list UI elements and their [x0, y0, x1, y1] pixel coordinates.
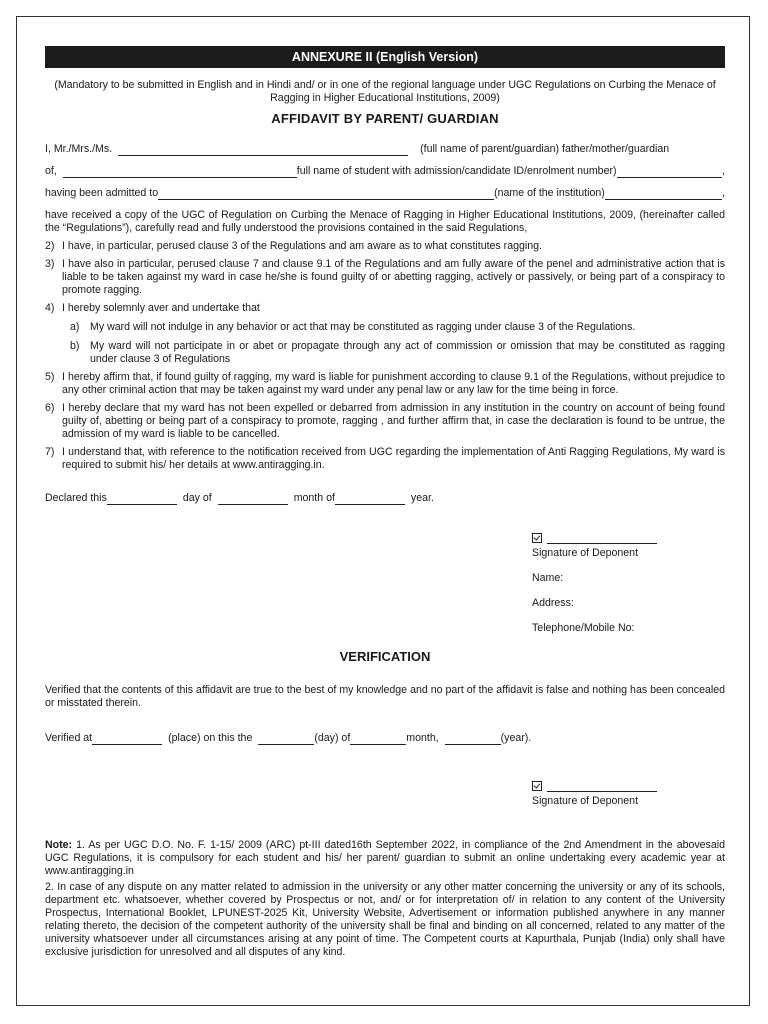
subclause-text: My ward will not participate in or abet or propagate through any act of commission or omission that may be constituted as ragging under clause 3 of Regulations [90, 340, 725, 365]
verified-place-field[interactable] [92, 734, 162, 745]
intro-paragraph: have received a copy of the UGC of Regulation on Curbing the Menace of Ragging in Higher Educational Institutions, 2009, (hereinafter called the “Regulations”), carefully read and fully understood the provisions contained in the said Regulations, [45, 209, 725, 234]
deponent-name-label: Name: [532, 572, 564, 584]
signature-label: Signature of Deponent [532, 795, 639, 807]
declared-day-field[interactable] [107, 494, 177, 505]
checkbox-icon [532, 533, 542, 543]
declared-month-label: month of [293, 492, 335, 504]
signature-field[interactable] [547, 782, 657, 792]
clause-list [45, 240, 725, 472]
student-name-middle: full name of student with admission/candidate ID/enrolment number) [296, 165, 617, 177]
clause-text: I understand that, with reference to the notification received from UGC regarding the implementation of Anti Ragging Regulations, My ward is required to submit his/ her details at www.antiragging.in. [62, 446, 725, 471]
subclause-letter: b) [70, 340, 80, 352]
note-text-1: 1. As per UGC D.O. No. F. 1-15/ 2009 (ARC) pt-III dated16th September 2022, in compliance of the 2nd Amendment in the abovesaid UGC Regulations, it is compulsory for each student and his/ her parent/ guardian to submit an online undertaking every academic year at www.antiragging.in [45, 839, 725, 877]
institution-field[interactable] [158, 189, 494, 200]
declared-year-label: year. [410, 492, 434, 504]
verified-day-label: (day) of [314, 732, 351, 744]
institution-prefix: having been admitted to [45, 187, 159, 199]
student-id-field[interactable] [617, 167, 723, 178]
verification-signature-block [532, 781, 722, 808]
institution-suffix: , [722, 187, 725, 199]
clause-number: 5) [45, 371, 55, 383]
parent-name-suffix: (full name of parent/guardian) father/mother/guardian [420, 143, 670, 155]
checkbox-icon [532, 781, 542, 791]
annexure-banner: ANNEXURE II (English Version) [45, 46, 725, 68]
declared-day-label: day of [182, 492, 212, 504]
student-name-line [45, 165, 725, 178]
clause-number: 7) [45, 446, 55, 458]
clause-text: I hereby declare that my ward has not been expelled or debarred from admission in any institution in the country on account of being found guilty of, abetting or being part of a conspiracy to promote, ragging , and further affirm that, in case the declaration is found to be untrue, the admission of my ward is liable to be cancelled. [62, 402, 725, 440]
student-name-field[interactable] [63, 167, 297, 178]
student-name-suffix: , [722, 165, 725, 177]
subclause-letter: a) [70, 321, 80, 333]
subclause-item [45, 321, 725, 334]
declared-month-field[interactable] [218, 494, 288, 505]
clause-item [45, 240, 725, 253]
declared-year-field[interactable] [335, 494, 405, 505]
parent-name-line [45, 143, 725, 156]
clause-item [45, 402, 725, 441]
verified-month-label: month, [406, 732, 439, 744]
clause-number: 6) [45, 402, 55, 414]
subclause-item [45, 340, 725, 366]
verification-date-line [45, 732, 725, 745]
verification-text: Verified that the contents of this affidavit are true to the best of my knowledge and no part of the affidavit is false and nothing has been concealed or misstated therein. [45, 684, 725, 709]
signature-line[interactable] [532, 533, 722, 544]
verified-year-field[interactable] [445, 734, 501, 745]
verified-place-label: (place) on this the [168, 732, 253, 744]
clause-text: I have also in particular, perused clause 7 and clause 9.1 of the Regulations and am fully aware of the penel and administrative action that is liable to be taken against my ward in case he/she is found guilty of or abetting ragging, actively or passively, or being part of a conspiracy to promote ragging. [62, 258, 725, 296]
clause-item [45, 446, 725, 472]
affidavit-document [45, 46, 725, 959]
note-paragraph-2: 2. In case of any dispute on any matter related to admission in the university or any other matter concerning the university or any of its schools, department etc. whatsoever, whether covered by Prospectus or not, and/ or for interpretation of/ in relation to any content of the University Prospectus, International Booklet, LPUNEST-2025 Kit, University Website, Advertisement or information published anywhere in any manner relating thereto, the decision of the competent authority of the university shall be final and binding on all concerned, related to any matter of the university whatsoever under all circumstances arising at any point of time. The Competent courts at Kapurthala, Punjab (India) only shall have exclusive jurisdiction for unresolved and all disputes of any kind. [45, 881, 725, 958]
signature-line[interactable] [532, 781, 722, 792]
deponent-phone-label: Telephone/Mobile No: [532, 622, 635, 634]
mandatory-note: (Mandatory to be submitted in English and in Hindi and/ or in one of the regional language under UGC Regulations on Curbing the Menace of Ragging in Higher Educational Institutions, 2009) [54, 79, 716, 104]
parent-name-field[interactable] [118, 145, 408, 156]
verification-title: VERIFICATION [339, 649, 431, 664]
verified-month-field[interactable] [350, 734, 406, 745]
affidavit-title: AFFIDAVIT BY PARENT/ GUARDIAN [271, 111, 499, 126]
clause-text: I hereby solemnly aver and undertake that [62, 302, 260, 314]
clause-number: 4) [45, 302, 55, 314]
institution-line [45, 187, 725, 200]
clause-item [45, 371, 725, 397]
verified-day-field[interactable] [258, 734, 314, 745]
declared-prefix: Declared this [45, 492, 107, 504]
clause-item [45, 258, 725, 297]
verified-prefix: Verified at [45, 732, 93, 744]
verified-year-label: (year). [500, 732, 532, 744]
clause-text: I hereby affirm that, if found guilty of ragging, my ward is liable for punishment according to clause 9.1 of the Regulations, without prejudice to any other criminal action that may be taken against my ward under any penal law or any law for the time being in force. [62, 371, 725, 396]
deponent-signature-block [532, 533, 722, 635]
parent-name-prefix: I, Mr./Mrs./Ms. [45, 143, 113, 155]
subclause-text: My ward will not indulge in any behavior or act that may be constituted as ragging under clause 3 of the Regulations. [90, 321, 636, 333]
signature-label: Signature of Deponent [532, 547, 639, 559]
clause-number: 2) [45, 240, 55, 252]
declaration-date-line [45, 492, 725, 505]
note-label: Note: [45, 839, 73, 851]
clause-text: I have, in particular, perused clause 3 of the Regulations and am aware as to what constitutes ragging. [62, 240, 542, 252]
deponent-address-label: Address: [532, 597, 574, 609]
institution-extra-field[interactable] [605, 189, 722, 200]
institution-middle: (name of the institution) [494, 187, 605, 199]
clause-item [45, 302, 725, 315]
note-paragraph-1 [45, 839, 725, 878]
clause-number: 3) [45, 258, 55, 270]
signature-field[interactable] [547, 534, 657, 544]
student-name-prefix: of, [45, 165, 57, 177]
